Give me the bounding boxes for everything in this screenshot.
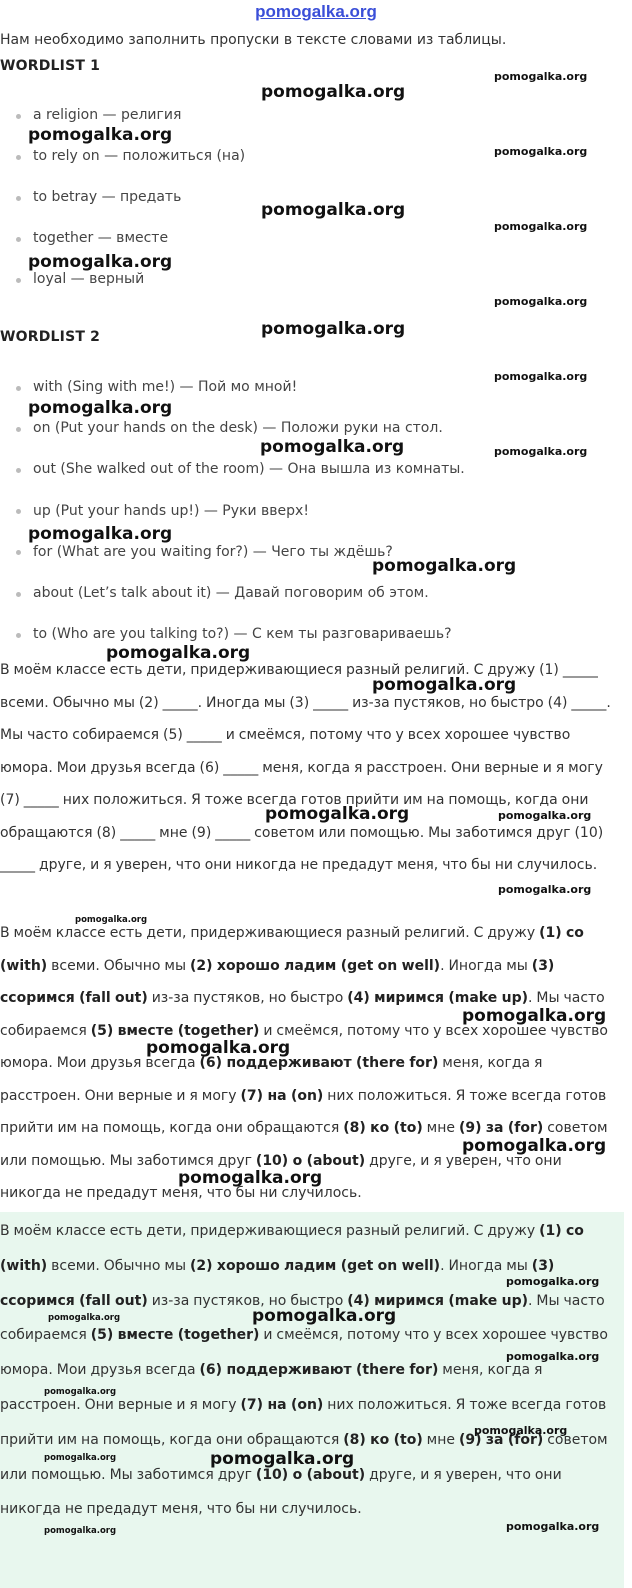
answer-text-part: . Мы часто собираемся <box>0 990 605 1039</box>
wordlist-1-title: WORDLIST 1 <box>0 58 101 74</box>
answer-text-part: . Иногда мы <box>440 1257 532 1274</box>
watermark: pomogalka.org <box>48 1313 121 1323</box>
answer-text-part: В моём классе есть дети, придерживающиеся разный религий. С дружу <box>0 1223 540 1239</box>
answer-key: (9) за (for) <box>458 1120 544 1136</box>
watermark: pomogalka.org <box>44 1526 117 1536</box>
watermark: pomogalka.org <box>506 1275 600 1288</box>
watermark: pomogalka.org <box>44 1387 117 1397</box>
answer-text <box>0 917 624 1210</box>
wordlist-2-item: out (She walked out of the room) — Она вышла из комнаты. <box>0 449 465 490</box>
watermark: pomogalka.org <box>28 398 173 418</box>
answer-key: (2) хорошо ладим (get on well) <box>190 957 441 974</box>
watermark: pomogalka.org <box>506 1350 600 1363</box>
answer-text-part: всеми. Обычно мы <box>47 957 190 974</box>
answer-key: (6) поддерживают (there for) <box>199 1362 439 1379</box>
watermark: pomogalka.org <box>498 883 592 896</box>
answer-key: (5) вместе (together) <box>90 1327 260 1344</box>
answer-text-part: советом или помощью. Мы заботимся друг <box>0 1431 608 1483</box>
watermark: pomogalka.org <box>261 319 406 339</box>
answer-key: (8) ко (to) <box>343 1431 423 1448</box>
answer-text-part: мне <box>422 1120 459 1136</box>
watermark: pomogalka.org <box>265 804 410 824</box>
answer-key: (4) миримся (make up) <box>347 990 528 1006</box>
wordlist-1-item: a religion — религия <box>0 95 245 136</box>
answer-key: (2) хорошо ладим (get on well) <box>190 1257 441 1274</box>
answer-text-part: всеми. Обычно мы <box>47 1257 190 1274</box>
watermark: pomogalka.org <box>252 1306 397 1326</box>
watermark: pomogalka.org <box>178 1168 323 1188</box>
wordlist-2-item: up (Put your hands up!) — Руки вверх! <box>0 491 465 532</box>
answer-key: (3) ссоримся (fall out) <box>0 957 555 1006</box>
answer-text-part: них положиться. Я тоже всегда готов прийти им на помощь, когда они обращаются <box>0 1087 607 1136</box>
watermark: pomogalka.org <box>494 445 588 458</box>
watermark: pomogalka.org <box>372 556 517 576</box>
answer-key: (10) о (about) <box>255 1466 366 1483</box>
wordlist-2-item: with (Sing with me!) — Пой мо мной! <box>0 367 465 408</box>
wordlist-2-item: on (Put your hands on the desk) — Положи руки на стол. <box>0 408 465 449</box>
answer-key: (6) поддерживают (there for) <box>199 1055 439 1071</box>
watermark: pomogalka.org <box>106 643 251 663</box>
answer-key: (9) за (for) <box>458 1431 544 1448</box>
watermark: pomogalka.org <box>494 295 588 308</box>
answer-text-part: мне <box>422 1431 459 1448</box>
answer-key: (3) ссоримся (fall out) <box>0 1257 555 1309</box>
task-text: В моём классе есть дети, придерживающиеся разный религий. С дружу (1) _____ всеми. Обычно мы (2) _____. Иногда мы (3) _____ из-за пустяков, но быстро (4) _____. Мы часто собираемся (5) _____ и смеёмся, потому что у всех хорошее чувство юмора. Мои друзья всегда (6) _____ меня, когда я расстроен. Они верные и я могу (7) _____ них положиться. Я тоже всегда готов прийти им на помощь, когда они обращаются (8) _____ мне (9) _____ советом или помощью. Мы заботимся друг (10) _____ друге, и я уверен, что они никогда не предадут меня, что бы ни случилось. <box>0 662 611 873</box>
answer-text-part: и смеёмся, потому что у всех хорошее чувство юмора. Мои друзья всегда <box>0 1327 608 1379</box>
wordlist-2-item: to (Who are you talking to?) — С кем ты разговариваешь? <box>0 614 465 655</box>
answer-text-part: меня, когда я расстроен. Они верные и я могу <box>0 1055 543 1104</box>
answer-key: (7) на (on) <box>240 1396 324 1413</box>
answer-text-part: советом или помощью. Мы заботимся друг <box>0 1120 608 1169</box>
watermark: pomogalka.org <box>462 1136 607 1156</box>
wordlist-2-title: WORDLIST 2 <box>0 329 101 345</box>
watermark: pomogalka.org <box>261 82 406 102</box>
answer-text-part: . Мы часто собираемся <box>0 1292 605 1344</box>
answer-text-part: друге, и я уверен, что они никогда не предадут меня, что бы ни случилось. <box>0 1152 562 1201</box>
wordlist-1-item: to betray — предать <box>0 177 245 218</box>
answer-key: (1) со (with) <box>0 925 584 974</box>
watermark: pomogalka.org <box>28 125 173 145</box>
answer-text-part: . Иногда мы <box>440 957 532 974</box>
watermark: pomogalka.org <box>372 675 517 695</box>
watermark: pomogalka.org <box>44 1453 117 1463</box>
watermark: pomogalka.org <box>494 145 588 158</box>
watermark: pomogalka.org <box>494 370 588 383</box>
watermark: pomogalka.org <box>462 1006 607 1026</box>
wordlist-1-item: to rely on — положиться (на) <box>0 136 245 177</box>
watermark: pomogalka.org <box>146 1038 291 1058</box>
answer-key: (5) вместе (together) <box>90 1022 260 1039</box>
watermark: pomogalka.org <box>494 70 588 83</box>
answer-key: (8) ко (to) <box>343 1120 423 1136</box>
watermark: pomogalka.org <box>261 200 406 220</box>
answer-text-part: друге, и я уверен, что они никогда не предадут меня, что бы ни случилось. <box>0 1466 562 1518</box>
wordlist-2-item: for (What are you waiting for?) — Чего ты ждёшь? <box>0 532 465 573</box>
answer-text-part: из-за пустяков, но быстро <box>147 990 348 1006</box>
watermark: pomogalka.org <box>28 524 173 544</box>
answer-text-part: и смеёмся, потому что у всех хорошее чувство юмора. Мои друзья всегда <box>0 1022 608 1071</box>
watermark: pomogalka.org <box>494 220 588 233</box>
answer-text-part: них положиться. Я тоже всегда готов прийти им на помощь, когда они обращаются <box>0 1396 607 1448</box>
answer-key: (4) миримся (make up) <box>347 1292 528 1309</box>
wordlist-1-item: together — вместе <box>0 218 245 259</box>
answer-text-part: из-за пустяков, но быстро <box>147 1292 348 1309</box>
wordlist-1-item: loyal — верный <box>0 259 245 300</box>
watermark: pomogalka.org <box>498 809 592 822</box>
site-header-link[interactable]: pomogalka.org <box>255 2 377 21</box>
answer-key: (10) о (about) <box>255 1152 366 1169</box>
watermark: pomogalka.org <box>474 1424 568 1437</box>
answer-key: (1) со (with) <box>0 1223 584 1274</box>
intro-text: Нам необходимо заполнить пропуски в тексте словами из таблицы. <box>0 32 507 48</box>
watermark: pomogalka.org <box>28 252 173 272</box>
watermark: pomogalka.org <box>260 437 405 457</box>
wordlist-2-item: about (Let’s talk about it) — Давай поговорим об этом. <box>0 573 465 614</box>
watermark: pomogalka.org <box>75 915 148 925</box>
watermark: pomogalka.org <box>210 1449 355 1469</box>
answer-text-part: меня, когда я расстроен. Они верные и я могу <box>0 1362 543 1413</box>
answer-text-part: В моём классе есть дети, придерживающиеся разный религий. С дружу <box>0 925 540 941</box>
answer-key: (7) на (on) <box>240 1087 324 1104</box>
answer-box-text <box>0 1214 624 1527</box>
watermark: pomogalka.org <box>506 1520 600 1533</box>
